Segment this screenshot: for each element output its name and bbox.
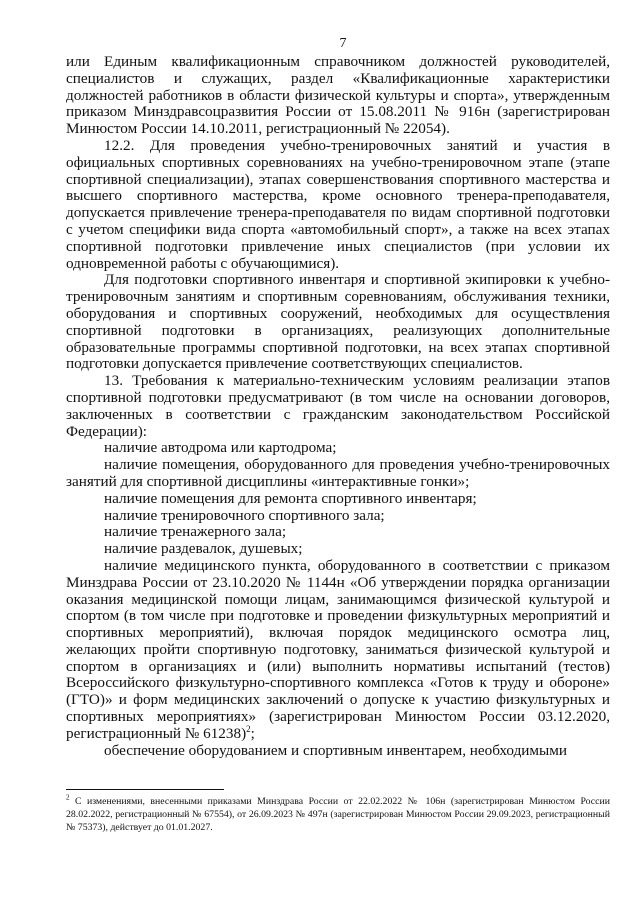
paragraph-13-requirements: 13. Требования к материально-техническим условиям реализации этапов спортивной подготовки предусматривают (в том числе на основании договоров, заключенных в соответствии с гражданским законодательством Российской Федерации): [66,372,610,440]
list-item-training-hall: наличие тренировочного спортивного зала; [104,506,385,524]
list-item-interactive-racing-room: наличие помещения, оборудованного для проведения учебно-тренировочных занятий для спортивной дисциплины «интерактивные гонки»; [66,456,610,490]
list-item-equipment-provision: обеспечение оборудованием и спортивным инвентарем, необходимыми [104,741,567,759]
medical-point-text: наличие медицинского пункта, оборудованного в соответствии с приказом Минздрава России от 23.10.2020 № 1144н «Об утверждении порядка организации оказания медицинской помощи лицам, занимающимся физической культурой и спортом (в том числе при подготовке и проведении физкультурных мероприятий и спортивных мероприятий), включая порядок медицинского осмотра лиц, желающих пройти спортивную подготовку, заниматься физической культурой и спортом в организациях и (или) выполнить нормативы испытаний (тестов) Всероссийского физкультурно-спортивного комплекса «Готов к труду и обороне» (ГТО)» и форм медицинских заключений о допуске к участию физкультурных и спортивных мероприятиях» (зарегистрирован Минюстом России 03.12.2020, регистрационный № 61238) [66,556,610,742]
paragraph-qualification-reference: или Единым квалификационным справочником должностей руководителей, специалистов и служащих, раздел «Квалификационные характеристики должностей работников в области физической культуры и спорта», утвержденным приказом Минздравсоцразвития России от 15.08.2011 № 916н (зарегистрирован Минюстом России 14.10.2011, регистрационный № 22054). [66,53,610,138]
footnote-marker: 2 [66,793,70,802]
paragraph-12-2: 12.2. Для проведения учебно-тренировочных занятий и участия в официальных спортивных соревнованиях на учебно-тренировочном этапе (этапе спортивной специализации), этапах совершенствования спортивного мастерства и высшего спортивного мастерства, кроме основного тренера-преподавателя, допускается привлечение тренера-преподавателя по видам спортивной подготовки с учетом специфики вида спорта «автомобильный спорт», а также на всех этапах спортивной подготовки привлечение иных специалистов (при условии их одновременной работы с обучающимися). [66,136,610,272]
footnote [66,795,610,834]
footnote-text: С изменениями, внесенными приказами Минздрава России от 22.02.2022 № 106н (зарегистрирован Минюстом России 28.02.2022, регистрационный № 67554), от 26.09.2023 № 497н (зарегистрирован Минюстом России 29.09.2023, регистрационный № 75373), действует до 01.01.2027. [66,796,610,833]
list-item-repair-room: наличие помещения для ремонта спортивного инвентаря; [104,489,477,507]
list-item-autodrome: наличие автодрома или картодрома; [104,439,337,457]
footnote-separator [66,789,224,790]
list-item-locker-rooms: наличие раздевалок, душевых; [104,540,303,558]
paragraph-equipment-specialists: Для подготовки спортивного инвентаря и спортивной экипировки к учебно-тренировочным занятиям и спортивным соревнованиям, обслуживания техники, оборудования и спортивных сооружений, необходимых для осуществления спортивной подготовки в организациях, реализующих дополнительные образовательные программы спортивной подготовки, на всех этапах спортивной подготовки допускается привлечение соответствующих специалистов. [66,271,610,373]
page-number: 7 [339,36,347,51]
list-item-medical-point [66,558,610,743]
list-item-gym: наличие тренажерного зала; [104,523,287,541]
footnote-reference: 2 [246,723,251,734]
medical-point-tail: ; [250,724,255,742]
